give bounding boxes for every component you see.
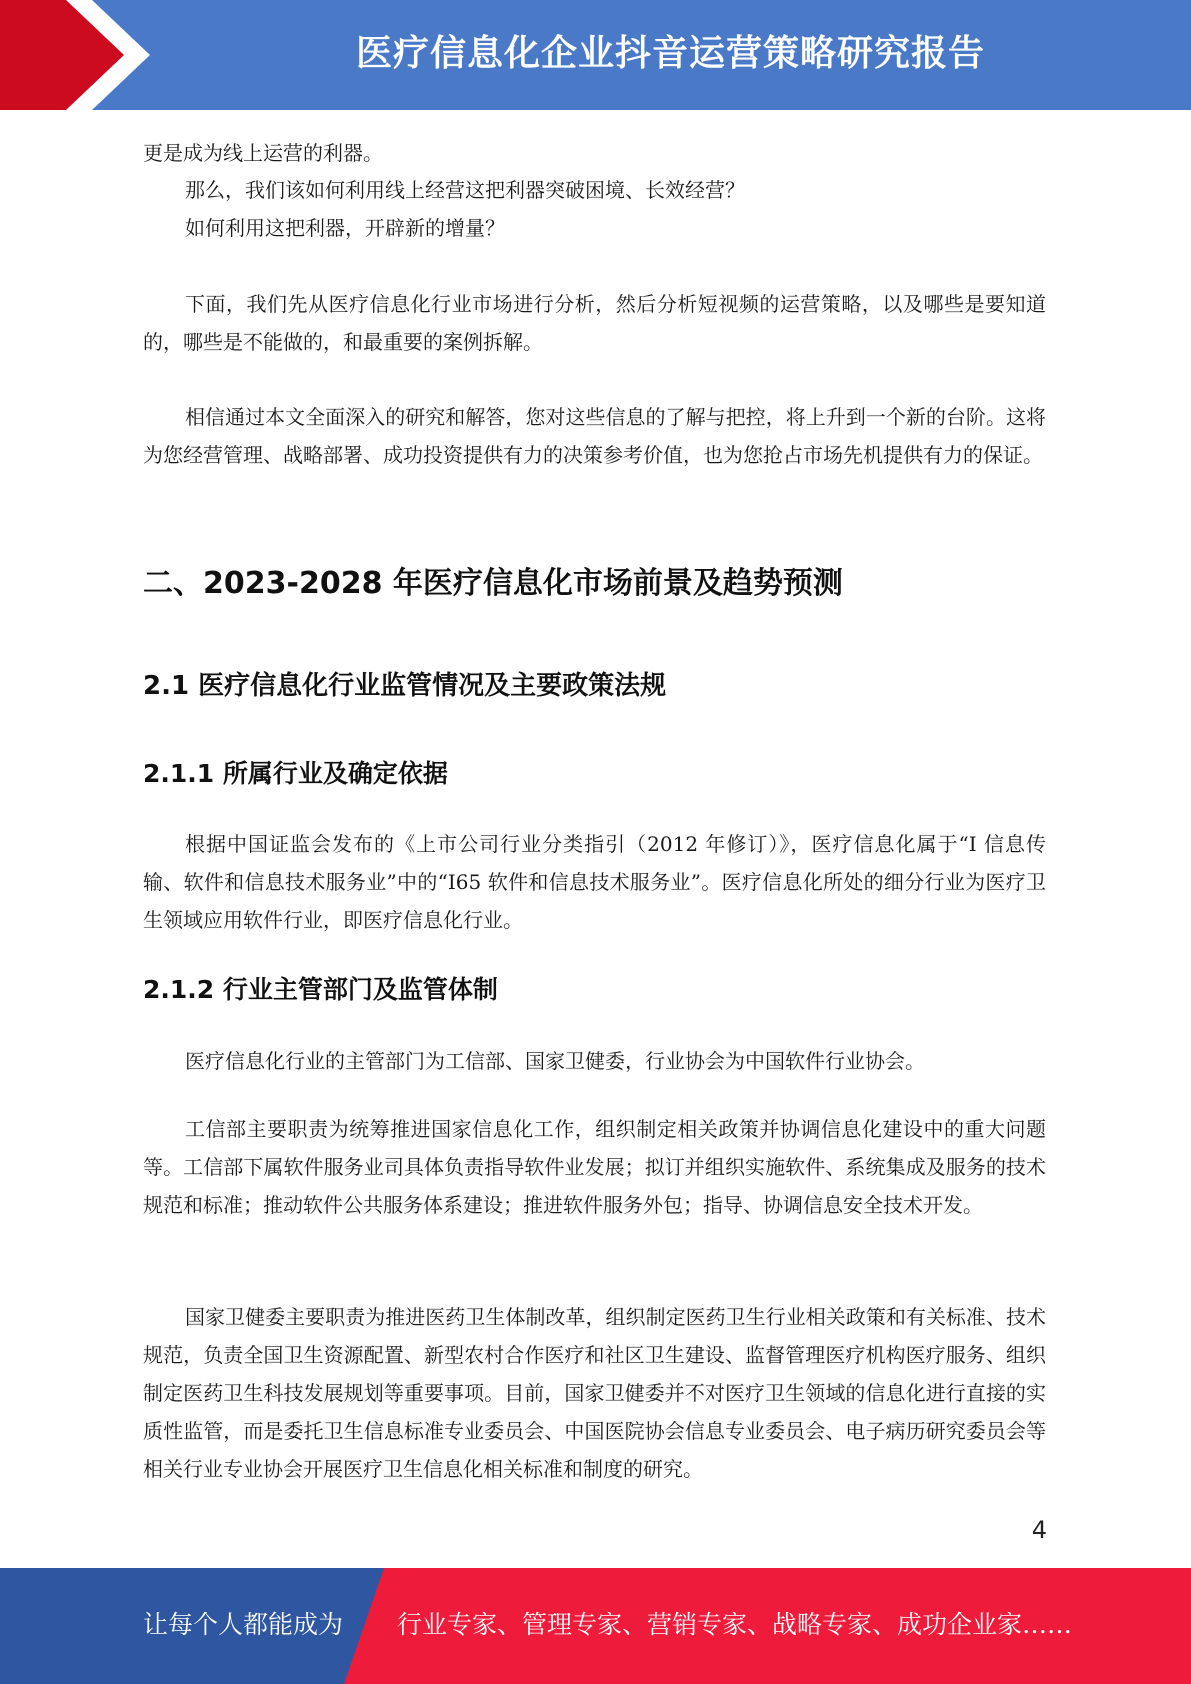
footer-slogan-right: 行业专家、管理专家、营销专家、战略专家、成功企业家…… — [397, 1610, 1073, 1639]
paragraph: 国家卫健委主要职责为推进医药卫生体制改革，组织制定医药卫生行业相关政策和有关标准、技术规范，负责全国卫生资源配置、新型农村合作医疗和社区卫生建设、监督管理医疗机构医疗服务、组织制定医药卫生科技发展规划等重要事项。目前，国家卫健委并不对医疗卫生领域的信息化进行直接的实质性监管，而是委托卫生信息标准专业委员会、中国医院协会信息专业委员会、电子病历研究委员会等相关行业专业协会开展医疗卫生信息化相关标准和制度的研究。 — [143, 1305, 1046, 1481]
paragraph: 如何利用这把利器，开辟新的增量？ — [185, 216, 505, 240]
header-arrow-decoration — [0, 0, 160, 110]
paragraph: 根据中国证监会发布的《上市公司行业分类指引（2012 年修订）》，医疗信息化属于“I 信息传输、软件和信息技术服务业”中的“I65 软件和信息技术服务业”。医疗信息化所处的细分行业为医疗卫生领域应用软件行业，即医疗信息化行业。 — [143, 832, 1046, 932]
page-number: 4 — [1031, 1516, 1047, 1544]
paragraph: 下面，我们先从医疗信息化行业市场进行分析，然后分析短视频的运营策略，以及哪些是要知道的，哪些是不能做的，和最重要的案例拆解。 — [143, 292, 1046, 354]
paragraph: 医疗信息化行业的主管部门为工信部、国家卫健委，行业协会为中国软件行业协会。 — [185, 1049, 925, 1073]
subsubsection-heading: 2.1.1 所属行业及确定依据 — [143, 759, 448, 788]
paragraph: 那么，我们该如何利用线上经营这把利器突破困境、长效经营？ — [185, 178, 745, 202]
section-heading: 二、2023-2028 年医疗信息化市场前景及趋势预测 — [143, 566, 843, 601]
paragraph: 工信部主要职责为统筹推进国家信息化工作，组织制定相关政策并协调信息化建设中的重大问题等。工信部下属软件服务业司具体负责指导软件业发展；拟订并组织实施软件、系统集成及服务的技术规范和标准；推动软件公共服务体系建设；推进软件服务外包；指导、协调信息安全技术开发。 — [143, 1117, 1046, 1217]
header-title: 医疗信息化企业抖音运营策略研究报告 — [355, 33, 985, 74]
page-header — [0, 0, 1191, 110]
subsection-heading: 2.1 医疗信息化行业监管情况及主要政策法规 — [143, 671, 667, 701]
page-footer — [0, 1568, 1191, 1684]
paragraph: 更是成为线上运营的利器。 — [143, 141, 383, 165]
paragraph: 相信通过本文全面深入的研究和解答，您对这些信息的了解与把控，将上升到一个新的台阶。这将为您经营管理、战略部署、成功投资提供有力的决策参考价值，也为您抢占市场先机提供有力的保证。 — [143, 405, 1046, 467]
subsubsection-heading: 2.1.2 行业主管部门及监管体制 — [143, 975, 498, 1004]
footer-slogan-left: 让每个人都能成为 — [143, 1610, 344, 1639]
